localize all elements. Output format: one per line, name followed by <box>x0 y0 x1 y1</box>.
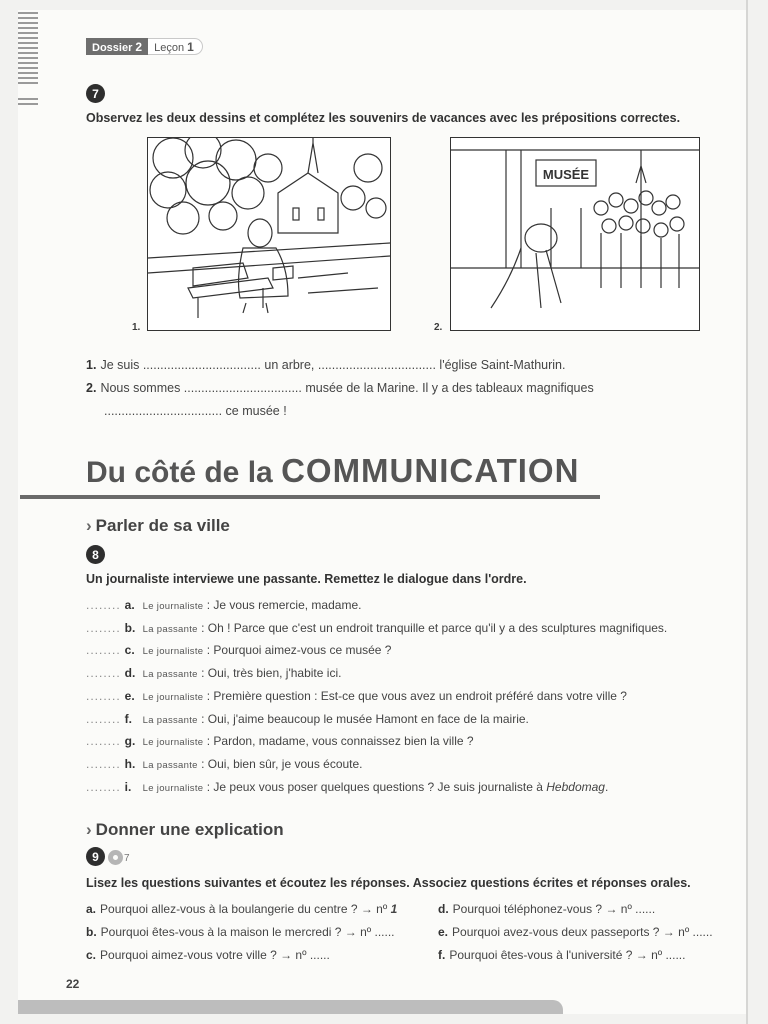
sentence-1-text: Je suis .................................. un arbre, .................................. l'église Saint-Mathurin. <box>100 358 566 372</box>
answer-blank[interactable]: ........ <box>86 620 121 635</box>
dossier-number: 2 <box>135 40 143 54</box>
line-text: : Oui, j'aime beaucoup le musée Hamont en face de la mairie. <box>197 711 529 726</box>
line-tail: . <box>604 779 609 794</box>
page-number: 22 <box>66 977 80 991</box>
speaker: La passante <box>142 623 198 635</box>
line-letter: h. <box>124 756 136 771</box>
answer-blank[interactable]: ........ <box>86 643 121 658</box>
speaker: Le journaliste <box>142 691 204 703</box>
dialogue-line <box>86 598 361 612</box>
exercise-8-instruction: Un journaliste interviewe une passante. Remettez le dialogue dans l'ordre. <box>86 572 527 586</box>
question-letter: a. <box>86 902 97 916</box>
park-drawing <box>148 138 390 330</box>
question-text: Pourquoi téléphonez-vous ? → nº ...... <box>452 902 656 916</box>
line-text: : Première question : Est-ce que vous avez un endroit préféré dans votre ville ? <box>203 688 627 703</box>
dialogue-line <box>86 780 608 794</box>
section-title <box>86 452 579 490</box>
answer-blank[interactable]: ........ <box>86 666 121 681</box>
subsection-title: Parler de sa ville <box>95 516 230 535</box>
answer-blank[interactable]: ........ <box>86 598 121 612</box>
sentence-1-number: 1. <box>86 358 97 372</box>
question-text: Pourquoi aimez-vous votre ville ? → nº ...... <box>100 948 330 962</box>
line-letter: i. <box>124 779 132 794</box>
line-text: : Oui, très bien, j'habite ici. <box>197 666 342 681</box>
dossier-label: Dossier <box>92 42 133 54</box>
exercise-9-number: 9 <box>86 847 105 866</box>
question-letter: f. <box>438 948 446 962</box>
answer-blank[interactable]: ........ <box>86 734 121 749</box>
answer-blank[interactable]: ........ <box>86 756 121 771</box>
museum-sign-text: MUSÉE <box>542 167 590 182</box>
speaker: Le journaliste <box>142 646 204 658</box>
speaker: Le journaliste <box>142 601 204 612</box>
exercise-7-instruction: Observez les deux dessins et complétez les souvenirs de vacances avec les prépositions correctes. <box>86 111 681 125</box>
answer-blank[interactable]: ........ <box>86 711 121 726</box>
speaker: La passante <box>142 759 198 771</box>
binding-marks <box>18 12 38 108</box>
dialogue-line <box>86 712 529 726</box>
line-text: : Pardon, madame, vous connaissez bien la ville ? <box>203 734 474 749</box>
line-letter: d. <box>124 666 136 681</box>
audio-track-number: 7 <box>124 853 130 864</box>
page-edge <box>746 0 748 1024</box>
illustration-park-bench <box>147 137 391 331</box>
ex7-sentence-1 <box>86 358 565 372</box>
line-letter: e. <box>124 688 135 703</box>
line-letter: c. <box>124 643 135 658</box>
illustration-museum <box>450 137 700 331</box>
lecon-label: Leçon <box>154 42 185 54</box>
dialogue-line <box>86 643 391 657</box>
question-letter: b. <box>86 925 97 939</box>
exercise-9-instruction: Lisez les questions suivantes et écoutez les réponses. Associez questions écrites et réponses orales. <box>86 876 691 890</box>
question-item <box>86 948 330 962</box>
title-main: COMMUNICATION <box>281 452 580 489</box>
line-text: : Je vous remercie, madame. <box>203 598 362 612</box>
line-text: : Pourquoi aimez-vous ce musée ? <box>203 643 392 658</box>
exercise-7-number: 7 <box>86 84 105 103</box>
line-text: : Oh ! Parce que c'est un endroit tranquille et parce qu'il y a des sculptures magnifiques. <box>197 620 668 635</box>
question-letter: d. <box>438 902 449 916</box>
speaker: Le journaliste <box>142 737 204 749</box>
question-item <box>86 902 397 916</box>
title-underline <box>20 495 600 499</box>
dialogue-line <box>86 621 667 635</box>
sentence-2-text: Nous sommes .................................. musée de la Marine. Il y a des tableaux magnifiques <box>100 381 594 395</box>
line-letter: b. <box>124 620 136 635</box>
line-letter: f. <box>124 711 133 726</box>
museum-drawing <box>451 138 699 330</box>
line-text: : Oui, bien sûr, je vous écoute. <box>197 756 363 771</box>
dialogue-line <box>86 666 341 680</box>
line-letter: a. <box>124 598 135 612</box>
dialogue-line <box>86 689 627 703</box>
title-prefix: Du côté de la <box>86 456 273 489</box>
lesson-tag <box>86 38 203 55</box>
question-item <box>438 902 655 916</box>
question-letter: e. <box>438 925 449 939</box>
magazine-name: Hebdomag <box>546 779 605 794</box>
cd-audio-icon <box>108 850 123 865</box>
dialogue-line <box>86 757 363 771</box>
ex7-sentence-2 <box>86 381 594 395</box>
footer-bar <box>18 1000 563 1014</box>
subsection-parler <box>86 516 230 536</box>
question-text: Pourquoi avez-vous deux passeports ? → nº ...... <box>452 925 713 939</box>
question-text: Pourquoi allez-vous à la boulangerie du centre ? → nº <box>100 902 391 916</box>
subsection-explication <box>86 820 284 840</box>
lecon-number: 1 <box>187 40 194 54</box>
question-item <box>438 925 713 939</box>
chevron-icon: › <box>86 516 92 535</box>
answer-blank[interactable]: ........ <box>86 779 121 794</box>
line-letter: g. <box>124 734 136 749</box>
answer-blank[interactable]: ........ <box>86 688 121 703</box>
question-item <box>86 925 395 939</box>
illustration-2-label: 2. <box>434 322 443 333</box>
sentence-2-number: 2. <box>86 381 97 395</box>
question-text: Pourquoi êtes-vous à l'université ? → nº ...... <box>449 948 686 962</box>
line-text: : Je peux vous poser quelques questions ? Je suis journaliste à <box>203 779 547 794</box>
speaker: La passante <box>142 714 198 726</box>
question-answer: 1 <box>390 902 398 916</box>
ex7-sentence-2-cont: .................................. ce musée ! <box>104 404 287 418</box>
subsection-title: Donner une explication <box>95 820 284 839</box>
exercise-8-number: 8 <box>86 545 105 564</box>
speaker: La passante <box>142 669 198 681</box>
dialogue-line <box>86 734 474 748</box>
speaker: Le journaliste <box>142 782 204 794</box>
question-text: Pourquoi êtes-vous à la maison le mercredi ? → nº ...... <box>100 925 395 939</box>
chevron-icon: › <box>86 820 92 839</box>
question-letter: c. <box>86 948 97 962</box>
question-item <box>438 948 685 962</box>
illustration-1-label: 1. <box>132 322 141 333</box>
